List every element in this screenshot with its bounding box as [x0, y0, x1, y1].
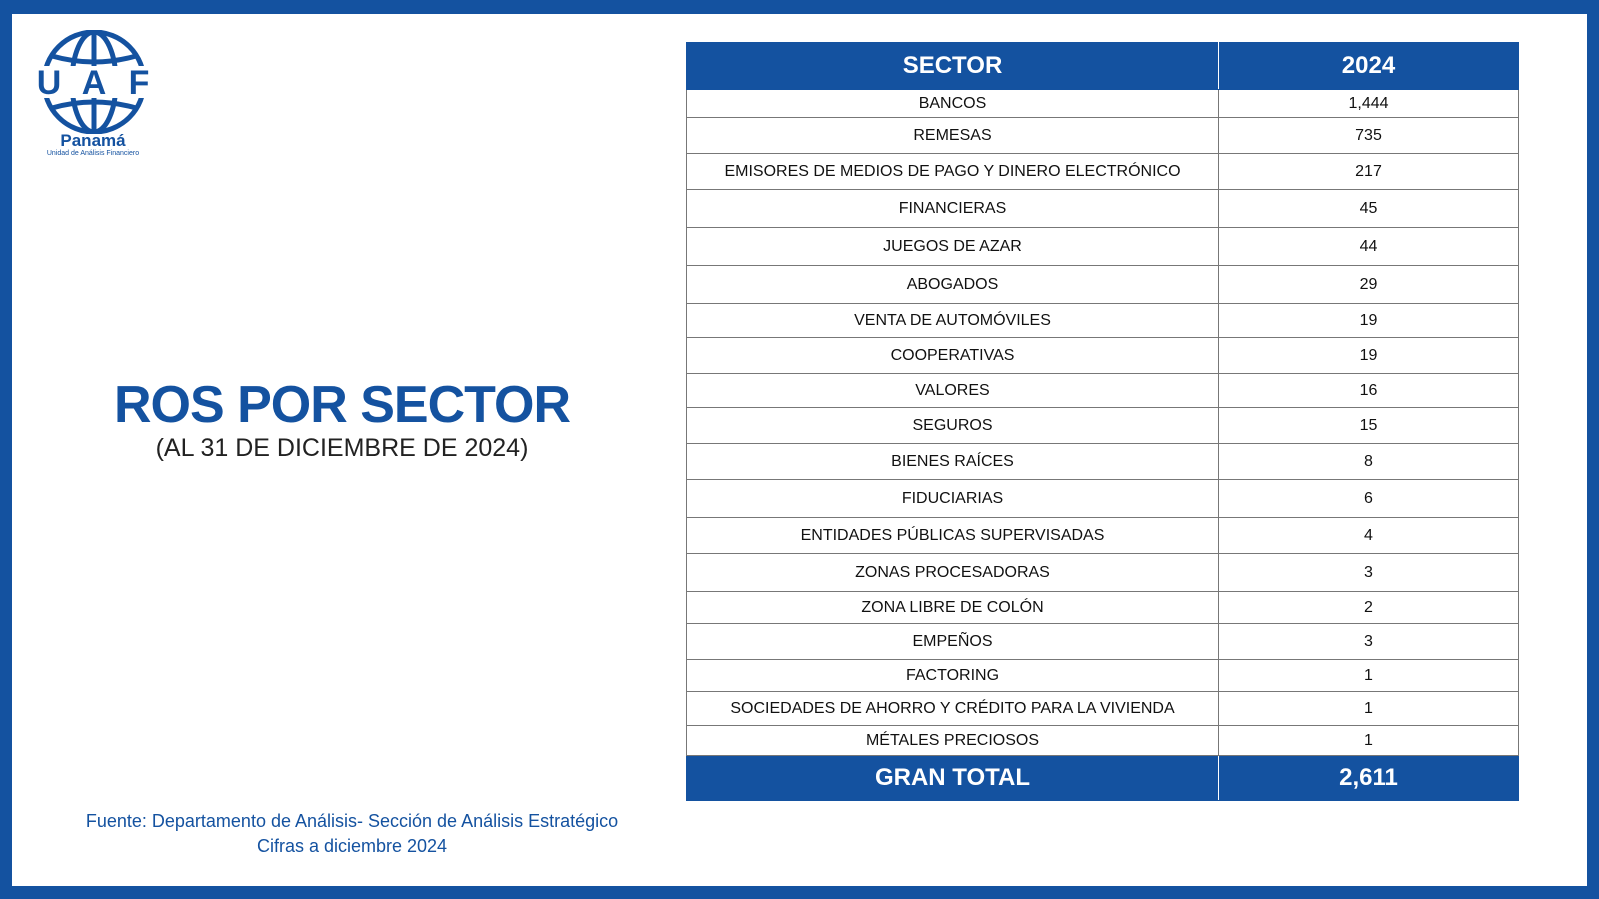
table-row: [687, 692, 1519, 726]
page-title: ROS POR SECTOR: [113, 376, 570, 434]
value-cell: 8: [1219, 444, 1519, 480]
value-cell: 16: [1219, 374, 1519, 408]
sector-cell: BIENES RAÍCES: [687, 444, 1219, 480]
table-row: [687, 480, 1519, 518]
table-row: [687, 154, 1519, 190]
source-note: [22, 809, 682, 859]
table-row: [687, 228, 1519, 266]
header-sector: SECTOR: [687, 43, 1219, 90]
sector-cell: SEGUROS: [687, 408, 1219, 444]
table-row: [687, 444, 1519, 480]
value-cell: 19: [1219, 338, 1519, 374]
value-cell: 735: [1219, 118, 1519, 154]
sector-cell: ENTIDADES PÚBLICAS SUPERVISADAS: [687, 518, 1219, 554]
sector-cell: FACTORING: [687, 660, 1219, 692]
table-row: [687, 266, 1519, 304]
sector-table: [686, 42, 1519, 801]
sector-cell: ZONAS PROCESADORAS: [687, 554, 1219, 592]
sector-cell: BANCOS: [687, 90, 1219, 118]
total-row: [687, 756, 1519, 801]
page-subtitle: (AL 31 DE DICIEMBRE DE 2024): [155, 434, 529, 462]
value-cell: 4: [1219, 518, 1519, 554]
value-cell: 217: [1219, 154, 1519, 190]
table-row: [687, 518, 1519, 554]
table-row: [687, 660, 1519, 692]
total-value: 2,611: [1219, 756, 1519, 801]
sector-cell: REMESAS: [687, 118, 1219, 154]
value-cell: 1: [1219, 692, 1519, 726]
sector-cell: MÉTALES PRECIOSOS: [687, 726, 1219, 756]
value-cell: 45: [1219, 190, 1519, 228]
table-header-row: [687, 43, 1519, 90]
value-cell: 44: [1219, 228, 1519, 266]
logo-letter-f: F: [128, 64, 150, 102]
table-row: [687, 726, 1519, 756]
sector-cell: COOPERATIVAS: [687, 338, 1219, 374]
logo-letter-u: U: [36, 64, 62, 102]
table-row: [687, 408, 1519, 444]
globe-icon: [34, 30, 154, 134]
value-cell: 6: [1219, 480, 1519, 518]
value-cell: 29: [1219, 266, 1519, 304]
header-year: 2024: [1219, 43, 1519, 90]
sector-cell: ZONA LIBRE DE COLÓN: [687, 592, 1219, 624]
sector-cell: VENTA DE AUTOMÓVILES: [687, 304, 1219, 338]
table-body: [687, 90, 1519, 801]
table-row: [687, 338, 1519, 374]
sector-cell: EMPEÑOS: [687, 624, 1219, 660]
slide: [12, 14, 1587, 886]
sector-cell: ABOGADOS: [687, 266, 1219, 304]
sector-cell: VALORES: [687, 374, 1219, 408]
value-cell: 1: [1219, 660, 1519, 692]
value-cell: 19: [1219, 304, 1519, 338]
total-label: GRAN TOTAL: [687, 756, 1219, 801]
value-cell: 15: [1219, 408, 1519, 444]
sector-cell: FINANCIERAS: [687, 190, 1219, 228]
value-cell: 1,444: [1219, 90, 1519, 118]
value-cell: 3: [1219, 554, 1519, 592]
value-cell: 1: [1219, 726, 1519, 756]
title-block: [102, 376, 582, 462]
table-row: [687, 90, 1519, 118]
table-row: [687, 304, 1519, 338]
source-line-2: Cifras a diciembre 2024: [256, 836, 448, 856]
sector-cell: JUEGOS DE AZAR: [687, 228, 1219, 266]
logo-name: Panamá: [60, 131, 126, 150]
table-row: [687, 554, 1519, 592]
sector-cell: EMISORES DE MEDIOS DE PAGO Y DINERO ELECTRÓNICO: [687, 154, 1219, 190]
logo-subtitle: Unidad de Análisis Financiero: [46, 150, 140, 157]
table-row: [687, 374, 1519, 408]
logo-letter-a: A: [81, 64, 107, 102]
value-cell: 3: [1219, 624, 1519, 660]
value-cell: 2: [1219, 592, 1519, 624]
sector-cell: FIDUCIARIAS: [687, 480, 1219, 518]
table-row: [687, 592, 1519, 624]
table-row: [687, 624, 1519, 660]
table-row: [687, 118, 1519, 154]
table-row: [687, 190, 1519, 228]
uaf-logo: [34, 30, 154, 157]
source-line-1: Fuente: Departamento de Análisis- Sección de Análisis Estratégico: [85, 811, 619, 831]
sector-cell: SOCIEDADES DE AHORRO Y CRÉDITO PARA LA VIVIENDA: [687, 692, 1219, 726]
